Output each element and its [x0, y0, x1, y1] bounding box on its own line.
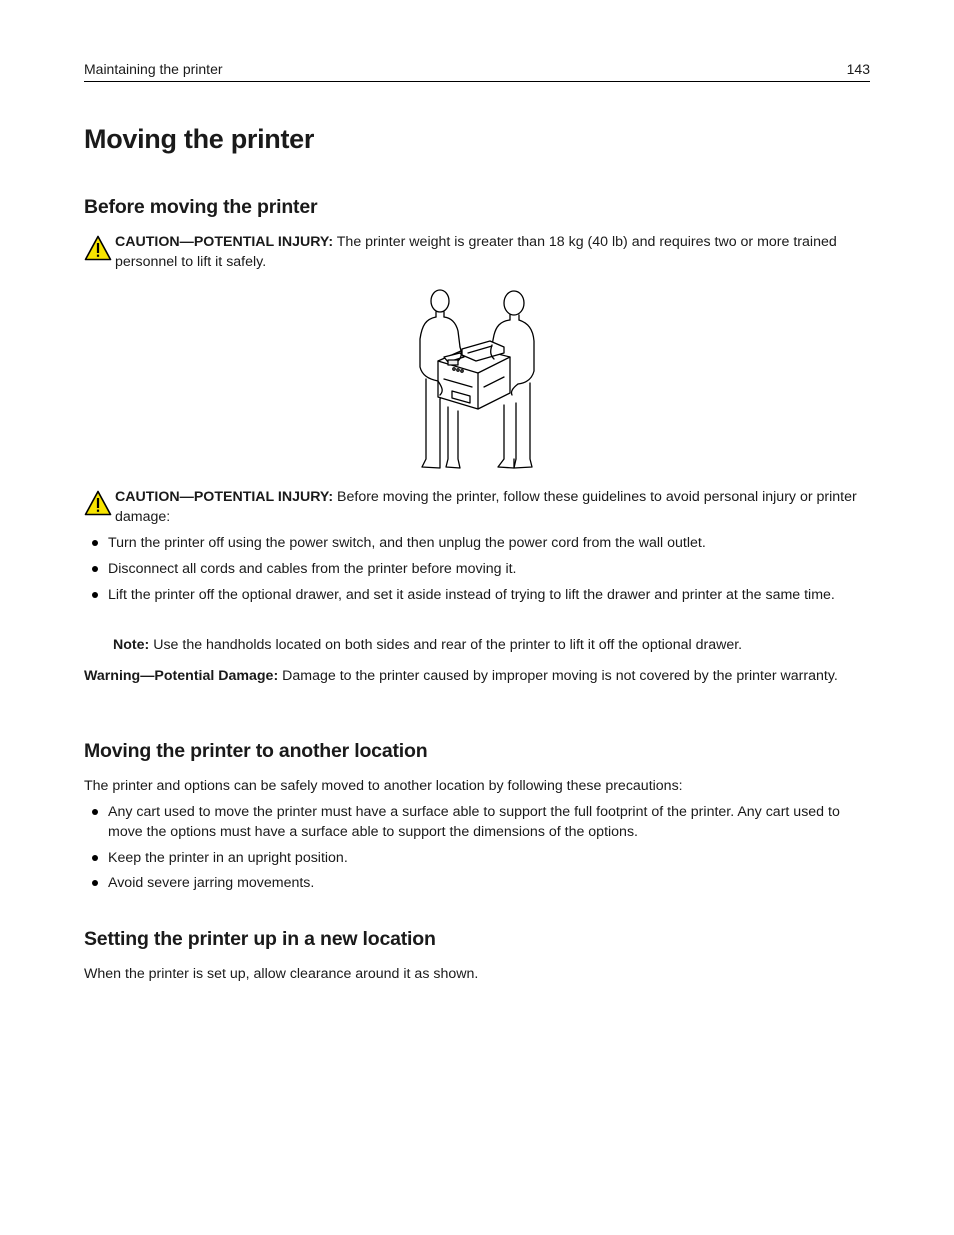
caution-weight-text: [115, 232, 865, 272]
bullet-icon: [92, 566, 98, 572]
warning-label: Warning—Potential Damage:: [84, 668, 279, 684]
caution-body: Before moving the printer, follow these guidelines to avoid personal injury or printer damage:: [115, 489, 857, 525]
list-item: Keep the printer in an upright position.: [84, 848, 870, 868]
bullet-icon: [92, 855, 98, 861]
warning-triangle-icon: [84, 235, 112, 261]
list-item: Avoid severe jarring movements.: [84, 873, 870, 893]
new-location-text: When the printer is set up, allow clearance around it as shown.: [84, 966, 479, 982]
moving-guidelines-list: [84, 533, 870, 605]
warning-potential-damage: [84, 666, 870, 686]
heading-another-location: Moving the printer to another location: [84, 740, 428, 762]
note-text: Use the handholds located on both sides and rear of the printer to lift it off the optional drawer.: [149, 637, 743, 653]
caution-label: CAUTION—POTENTIAL INJURY:: [115, 234, 334, 250]
running-header: [84, 61, 870, 82]
note-label: Note:: [113, 637, 150, 653]
note: [113, 635, 870, 655]
two-people-lifting-printer-illustration: [418, 287, 542, 473]
list-item: Lift the printer off the optional drawer, and set it aside instead of trying to lift the drawer and printer at the same time.: [84, 585, 870, 605]
heading-new-location: Setting the printer up in a new location: [84, 928, 436, 950]
bullet-icon: [92, 540, 98, 546]
precautions-list: [84, 802, 870, 893]
list-item: Disconnect all cords and cables from the printer before moving it.: [84, 559, 870, 579]
bullet-icon: [92, 592, 98, 598]
caution-guidelines-text: [115, 487, 865, 527]
bullet-icon: [92, 880, 98, 886]
header-section-title: Maintaining the printer: [84, 61, 223, 77]
warning-triangle-icon: [84, 490, 112, 516]
caution-body: The printer weight is greater than 18 kg (40 lb) and requires two or more trained personnel to lift it safely.: [115, 234, 837, 270]
page-number: 143: [846, 61, 870, 77]
warning-text: Damage to the printer caused by improper moving is not covered by the printer warranty.: [278, 668, 838, 684]
heading-before-moving: Before moving the printer: [84, 196, 318, 218]
another-location-intro: The printer and options can be safely moved to another location by following these precautions:: [84, 778, 683, 794]
caution-label: CAUTION—POTENTIAL INJURY:: [115, 489, 334, 505]
page-title: Moving the printer: [84, 124, 315, 154]
bullet-icon: [92, 809, 98, 815]
list-item: Turn the printer off using the power switch, and then unplug the power cord from the wall outlet.: [84, 533, 870, 553]
list-item: Any cart used to move the printer must have a surface able to support the full footprint of the printer. Any cart used to move the options must have a surface able to support the dimensions of the options.: [84, 802, 870, 842]
